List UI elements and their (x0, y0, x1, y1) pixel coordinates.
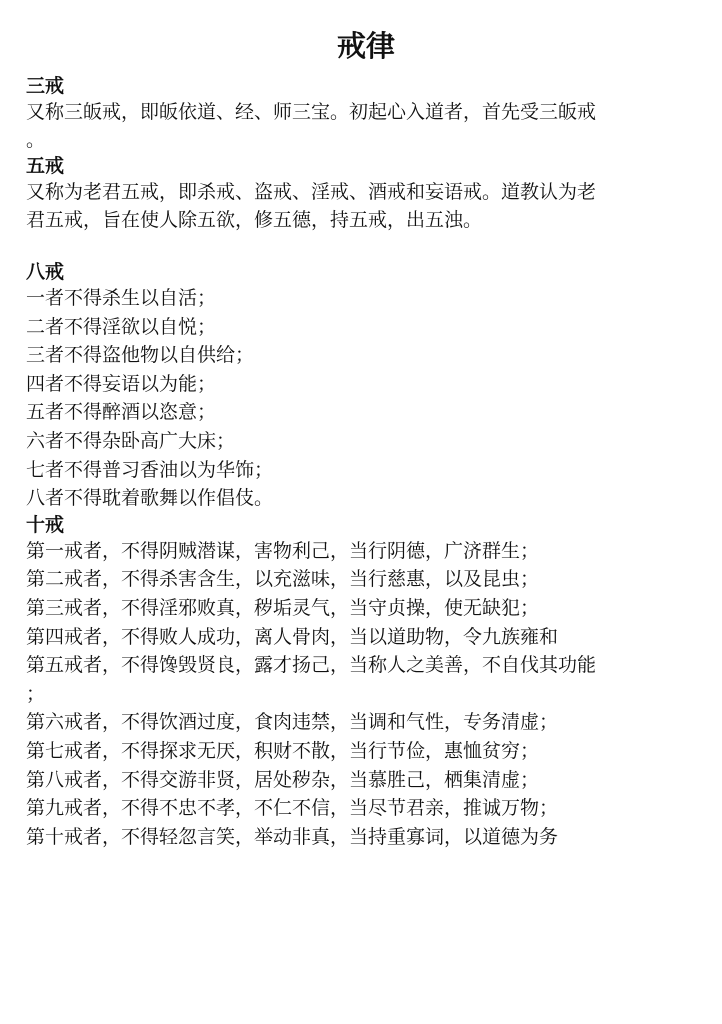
section-heading-bajie: 八戒 (26, 261, 65, 283)
section-heading-wujie: 五戒 (26, 155, 65, 177)
precept-line: 二者不得淫欲以自悦； (26, 315, 217, 338)
section-text-line: 。 (26, 129, 46, 151)
precept-line: 六者不得杂卧高广大床； (26, 429, 236, 452)
section-text-line: 君五戒，旨在使人除五欲，修五德，持五戒，出五浊。 (26, 209, 483, 231)
precept-line: 第三戒者，不得淫邪败真，秽垢灵气，当守贞操，使无缺犯； (26, 596, 540, 619)
section-text-line: 又称三皈戒，即皈依道、经、师三宝。初起心入道者，首先受三皈戒 (26, 101, 597, 123)
precept-line: 第七戒者，不得探求无厌，积财不散，当行节俭，惠恤贫穷； (26, 739, 540, 762)
section-text-line: 又称为老君五戒，即杀戒、盗戒、淫戒、酒戒和妄语戒。道教认为老 (26, 181, 597, 203)
section-heading-shijie: 十戒 (26, 513, 65, 536)
document-title: 戒律 (336, 29, 395, 63)
precept-line: 五者不得醉酒以恣意； (26, 401, 217, 424)
precept-line: 第五戒者，不得馋毁贤良，露才扬己，当称人之美善，不自伐其功能 (26, 654, 597, 677)
precept-line: 四者不得妄语以为能； (26, 372, 217, 395)
precept-line: 第六戒者，不得饮酒过度，食肉违禁，当调和气性，专务清虚； (26, 711, 559, 734)
precept-line: 第九戒者，不得不忠不孝，不仁不信，当尽节君亲，推诚万物； (26, 797, 559, 820)
precept-line: 第一戒者，不得阴贼潜谋，害物利己，当行阴德，广济群生； (26, 539, 540, 562)
document-page (26, 26, 706, 851)
precept-line: 七者不得普习香油以为华饰； (26, 458, 274, 481)
precept-line: 第四戒者，不得败人成功，离人骨肉，当以道助物，令九族雍和 (26, 625, 559, 648)
section-heading-sanjie: 三戒 (26, 75, 65, 97)
precept-line: 三者不得盗他物以自供给； (26, 344, 255, 367)
precept-line: ； (26, 682, 46, 705)
precept-line: 第八戒者，不得交游非贤，居处秽杂，当慕胜己，栖集清虚； (26, 768, 540, 791)
section-spacer (26, 234, 706, 260)
precept-line: 第二戒者，不得杀害含生，以充滋味，当行慈惠，以及昆虫； (26, 568, 540, 591)
precept-line: 一者不得杀生以自活； (26, 287, 217, 309)
precept-line: 八者不得耽着歌舞以作倡伎。 (26, 487, 274, 510)
precept-line: 第十戒者，不得轻忽言笑，举动非真，当持重寡词，以道德为务 (26, 825, 559, 848)
